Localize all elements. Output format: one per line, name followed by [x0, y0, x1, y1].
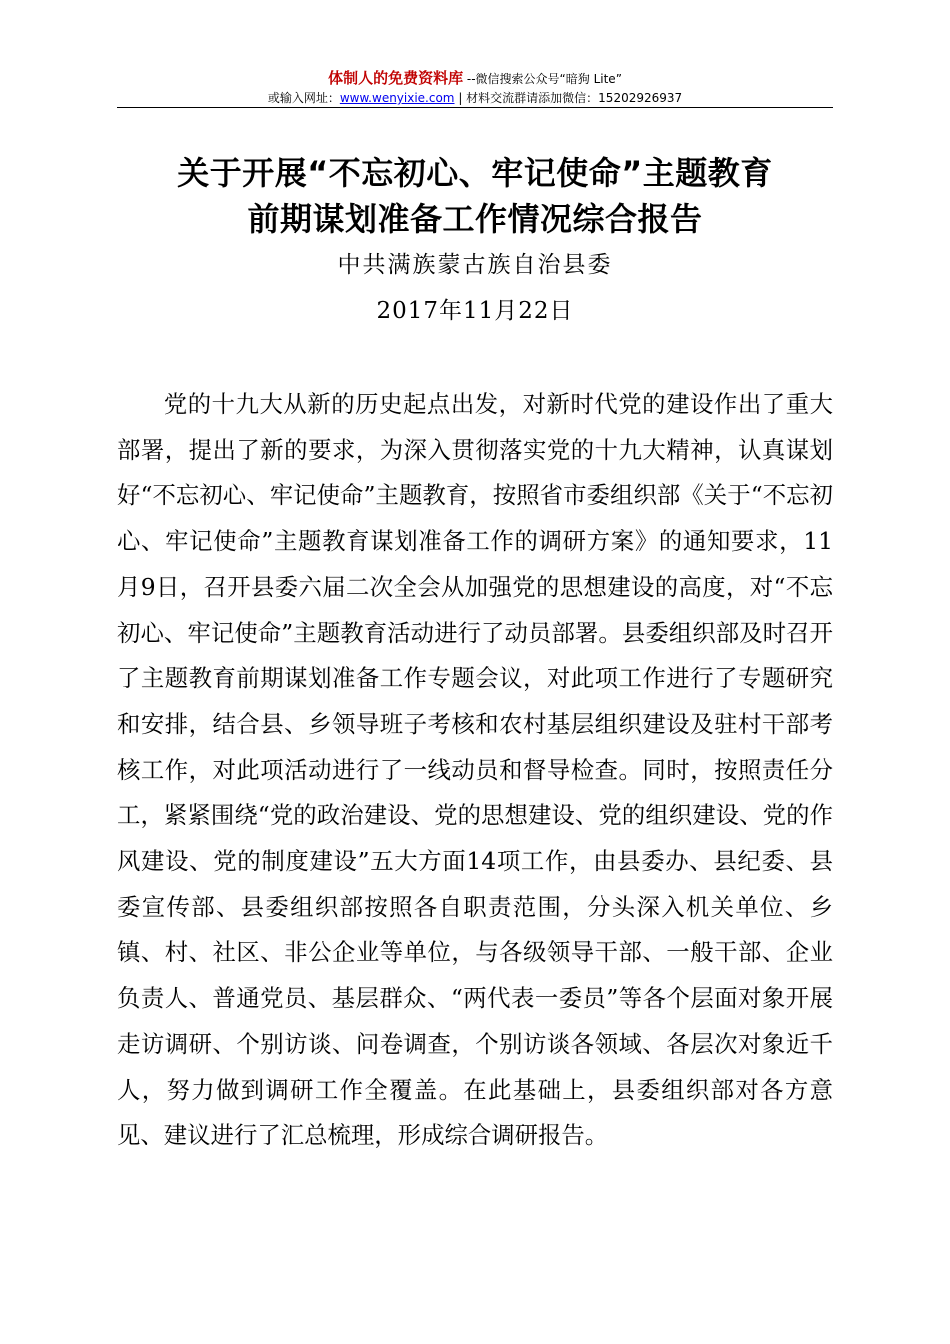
document-date: 2017年11月22日 — [376, 298, 574, 324]
body-paragraph: 党的十九大从新的历史起点出发，对新时代党的建设作出了重大部署，提出了新的要求，为深入贯彻落实党的十九大精神，认真谋划好“不忘初心、牢记使命”主题教育，按照省市委组织部《关于“不忘初心、牢记使命”主题教育谋划准备工作的调研方案》的通知要求，11月9日，召开县委六届二次全会从加强党的思想建设的高度，对“不忘初心、牢记使命”主题教育活动进行了动员部署。县委组织部及时召开了主题教育前期谋划准备工作专题会议，对此项工作进行了专题研究和安排，结合县、乡领导班子考核和农村基层组织建设及驻村干部考核工作，对此项活动进行了一线动员和督导检查。同时，按照责任分工，紧紧围绕“党的政治建设、党的思想建设、党的组织建设、党的作风建设、党的制度建设”五大方面14项工作，由县委办、县纪委、县委宣传部、县委组织部按照各自职责范围，分头深入机关单位、乡镇、村、社区、非公企业等单位，与各级领导干部、一般干部、企业负责人、普通党员、基层群众、“两代表一委员”等各个层面对象开展走访调研、个别访谈、问卷调查，个别访谈各领域、各层次对象近千人，努力做到调研工作全覆盖。在此基础上，县委组织部对各方意见、建议进行了汇总梳理，形成综合调研报告。 — [117, 390, 833, 1150]
page-header — [117, 68, 833, 107]
url-prefix: 或输入网址： — [267, 91, 340, 105]
issuing-organization: 中共满族蒙古族自治县委 — [337, 252, 613, 278]
header-promo-line — [117, 68, 833, 89]
title-line-1: 关于开展“不忘初心、牢记使命”主题教育 — [177, 154, 773, 192]
header-divider — [117, 107, 833, 108]
contact-info: | 材料交流群请添加微信：15202926937 — [454, 91, 683, 105]
brand-name: 体制人的免费资料库 — [328, 69, 464, 87]
header-contact-line — [117, 90, 833, 107]
document-title — [60, 150, 890, 242]
title-line-2: 前期谋划准备工作情况综合报告 — [247, 200, 703, 238]
website-link[interactable]: www.wenyixie.com — [339, 91, 455, 105]
wechat-note: --微信搜索公众号“暗狗 Lite” — [463, 72, 622, 86]
